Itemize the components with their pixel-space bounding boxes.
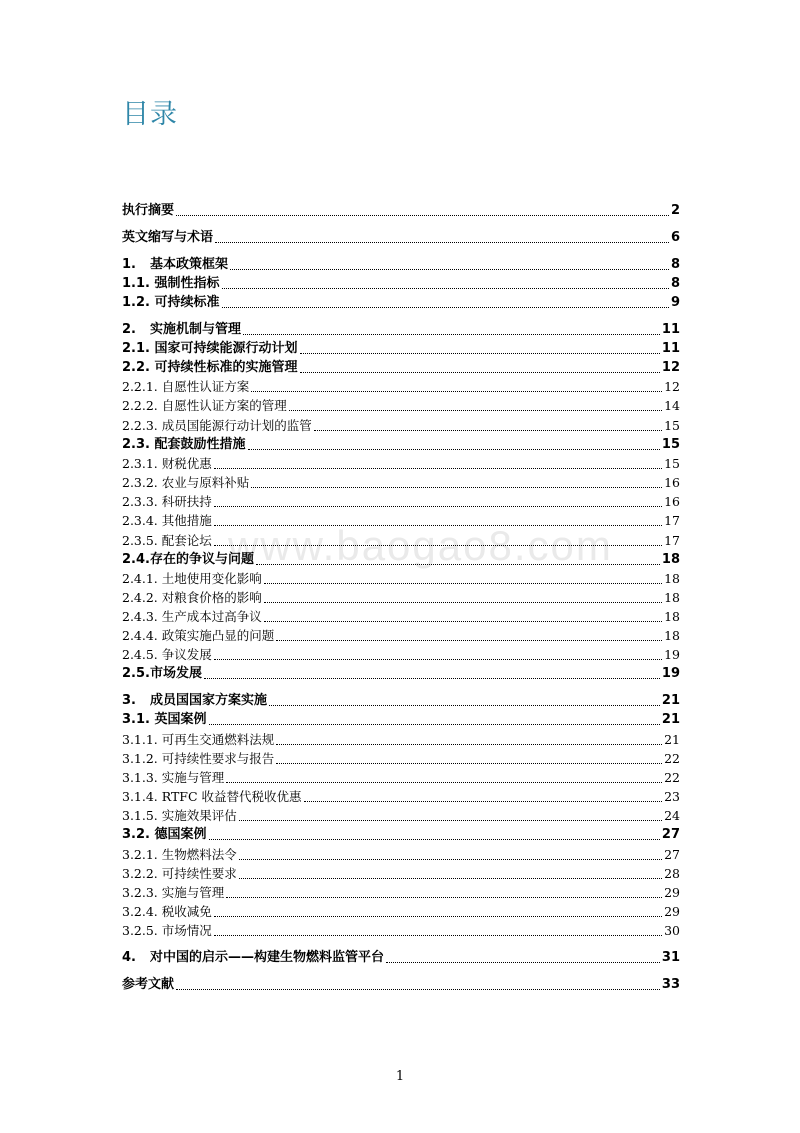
toc-entry-page: 8 xyxy=(670,257,680,272)
toc-leader-dots xyxy=(289,410,662,411)
toc-entry[interactable] xyxy=(122,293,680,312)
toc-entry-label xyxy=(122,730,274,749)
toc-entry-label xyxy=(122,358,298,377)
toc-entry-label xyxy=(122,883,224,902)
toc-entry[interactable] xyxy=(122,255,680,274)
toc-entry-title: 2.4.3. 生产成本过高争议 xyxy=(122,609,262,625)
toc-leader-dots xyxy=(243,334,660,335)
toc-entry[interactable] xyxy=(122,787,680,806)
toc-entry-title: 执行摘要 xyxy=(122,203,175,218)
toc-entry-title: 3.2.2. 可持续性要求 xyxy=(122,865,237,881)
toc-entry-title: 2.3.3. 科研扶持 xyxy=(122,494,212,510)
toc-entry-page: 27 xyxy=(661,827,680,843)
toc-entry-title: 2.2. 可持续性标准的实施管理 xyxy=(122,360,298,375)
toc-entry-label xyxy=(122,569,262,588)
table-of-contents xyxy=(122,201,680,994)
toc-entry-label xyxy=(122,626,274,645)
toc-entry[interactable] xyxy=(122,864,680,883)
toc-entry-title: 1.2. 可持续标准 xyxy=(122,295,220,310)
toc-entry-label xyxy=(122,806,237,825)
toc-entry[interactable] xyxy=(122,645,680,664)
toc-entry-label xyxy=(122,607,262,626)
toc-entry-page: 18 xyxy=(661,551,680,567)
toc-leader-dots xyxy=(276,763,662,764)
toc-leader-dots xyxy=(239,878,662,879)
toc-entry-label xyxy=(122,550,254,569)
toc-entry[interactable] xyxy=(122,975,680,994)
toc-leader-dots xyxy=(251,487,662,488)
toc-entry-label xyxy=(122,902,212,921)
toc-entry-page: 28 xyxy=(664,865,680,881)
toc-entry-title: 3.1.5. 实施效果评估 xyxy=(122,808,237,824)
toc-entry[interactable] xyxy=(122,768,680,787)
toc-entry-label xyxy=(122,768,224,787)
toc-entry-page: 2 xyxy=(670,203,680,218)
toc-entry[interactable] xyxy=(122,825,680,844)
toc-entry-title: 2.1. 国家可持续能源行动计划 xyxy=(122,341,298,356)
toc-entry[interactable] xyxy=(122,806,680,825)
toc-entry-page: 27 xyxy=(664,846,680,862)
toc-leader-dots xyxy=(300,372,660,373)
toc-entry-page: 17 xyxy=(664,513,680,529)
toc-entry-label xyxy=(122,710,207,729)
toc-entry-title: 2.3.2. 农业与原料补贴 xyxy=(122,474,250,490)
toc-leader-dots xyxy=(214,525,662,526)
toc-entry-title: 3.1. 英国案例 xyxy=(122,712,207,728)
toc-entry-label xyxy=(122,975,174,994)
toc-entry-label xyxy=(122,645,212,664)
toc-entry-label xyxy=(122,921,212,940)
toc-entry-title: 3.1.3. 实施与管理 xyxy=(122,770,225,785)
toc-leader-dots xyxy=(209,839,660,840)
toc-entry[interactable] xyxy=(122,358,680,377)
toc-entry[interactable] xyxy=(122,492,680,511)
toc-entry-label xyxy=(122,320,241,339)
toc-entry[interactable] xyxy=(122,435,680,454)
page-number: 1 xyxy=(395,1069,405,1084)
toc-entry-page: 16 xyxy=(664,474,680,490)
toc-leader-dots xyxy=(176,989,660,990)
toc-leader-dots xyxy=(248,449,660,450)
toc-entry-title: 2.2.1. 自愿性认证方案 xyxy=(122,379,250,395)
toc-entry-label xyxy=(122,416,312,435)
toc-entry-title: 3.1.2. 可持续性要求与报告 xyxy=(122,750,275,766)
toc-entry[interactable] xyxy=(122,626,680,645)
toc-leader-dots xyxy=(256,564,660,565)
toc-entry-page: 14 xyxy=(664,398,680,414)
toc-entry-title: 2.3.1. 财税优惠 xyxy=(122,455,212,471)
toc-entry-label xyxy=(122,274,220,293)
toc-entry-page: 29 xyxy=(664,884,680,900)
toc-entry[interactable] xyxy=(122,664,680,683)
toc-entry-label xyxy=(122,454,212,473)
toc-entry-title: 2.4.2. 对粮食价格的影响 xyxy=(122,589,262,605)
toc-entry-title: 实施机制与管理 xyxy=(150,322,242,337)
toc-leader-dots xyxy=(264,621,662,622)
toc-entry-title: 2.4.存在的争议与问题 xyxy=(122,551,254,567)
toc-leader-dots xyxy=(276,744,662,745)
toc-entry[interactable] xyxy=(122,530,680,549)
toc-entry-page: 21 xyxy=(664,731,680,747)
toc-entry-page: 12 xyxy=(664,379,680,395)
toc-entry-label xyxy=(122,377,249,396)
toc-entry[interactable] xyxy=(122,473,680,492)
toc-entry[interactable] xyxy=(122,201,680,220)
toc-leader-dots xyxy=(304,801,663,802)
toc-leader-dots xyxy=(214,916,662,917)
toc-entry[interactable] xyxy=(122,948,680,967)
toc-leader-dots xyxy=(251,391,662,392)
toc-entry-page: 15 xyxy=(664,455,680,471)
toc-leader-dots xyxy=(214,935,662,936)
toc-entry-number: 1. xyxy=(122,257,136,272)
toc-entry-label xyxy=(122,255,228,274)
toc-entry-title: 3.1.1. 可再生交通燃料法规 xyxy=(122,731,275,747)
toc-leader-dots xyxy=(209,724,660,725)
toc-entry-page: 12 xyxy=(661,360,680,375)
toc-entry-page: 22 xyxy=(664,750,680,766)
toc-leader-dots xyxy=(176,215,669,216)
toc-entry-page: 30 xyxy=(664,923,680,939)
toc-leader-dots xyxy=(314,430,662,431)
toc-leader-dots xyxy=(214,506,662,507)
toc-entry[interactable] xyxy=(122,691,680,710)
toc-entry-title: 2.3.4. 其他措施 xyxy=(122,513,212,529)
toc-entry-page: 9 xyxy=(670,295,680,310)
toc-entry-label xyxy=(122,825,207,844)
toc-entry[interactable] xyxy=(122,729,680,748)
toc-entry-label xyxy=(122,396,287,415)
toc-entry-label xyxy=(122,588,262,607)
toc-entry-page: 23 xyxy=(664,789,680,805)
toc-entry[interactable] xyxy=(122,710,680,729)
toc-entry-label xyxy=(122,293,220,312)
toc-entry-page: 17 xyxy=(664,532,680,548)
toc-entry[interactable] xyxy=(122,274,680,293)
toc-entry-label xyxy=(122,664,202,683)
toc-leader-dots xyxy=(226,897,662,898)
toc-entry-page: 21 xyxy=(661,693,680,709)
toc-entry[interactable] xyxy=(122,883,680,902)
toc-entry-title: 2.3. 配套鼓励性措施 xyxy=(122,436,246,452)
toc-leader-dots xyxy=(204,678,660,679)
toc-entry-number: 3. xyxy=(122,693,136,709)
toc-entry-label xyxy=(122,531,212,550)
toc-entry-page: 8 xyxy=(670,276,680,291)
toc-entry-title: 2.4.5. 争议发展 xyxy=(122,647,212,663)
toc-entry-title: 2.4.4. 政策实施凸显的问题 xyxy=(122,628,275,644)
toc-entry-page: 18 xyxy=(664,609,680,625)
toc-entry[interactable] xyxy=(122,320,680,339)
toc-entry[interactable] xyxy=(122,844,680,863)
toc-entry-page: 29 xyxy=(664,904,680,920)
toc-entry-page: 18 xyxy=(664,589,680,605)
toc-entry-title: 3.2.4. 税收减免 xyxy=(122,904,212,920)
toc-entry-label xyxy=(122,787,302,806)
toc-entry-label xyxy=(122,228,213,247)
toc-entry-title: 2.3.5. 配套论坛 xyxy=(122,532,212,548)
toc-leader-dots xyxy=(300,353,660,354)
toc-entry[interactable] xyxy=(122,550,680,569)
toc-entry-title: 3.2.3. 实施与管理 xyxy=(122,884,225,900)
toc-entry-page: 18 xyxy=(664,570,680,586)
toc-leader-dots xyxy=(214,545,662,546)
toc-entry-title: 3.2. 德国案例 xyxy=(122,827,207,843)
toc-entry-title: 2.4.1. 土地使用变化影响 xyxy=(122,570,262,586)
toc-entry-title: 1.1. 强制性指标 xyxy=(122,276,220,291)
toc-entry[interactable] xyxy=(122,902,680,921)
toc-entry-page: 31 xyxy=(661,950,680,966)
toc-entry-title: 2.5.市场发展 xyxy=(122,666,202,682)
toc-entry-label xyxy=(122,511,212,530)
toc-entry-title: 2.2.3. 成员国能源行动计划的监管 xyxy=(122,417,312,433)
toc-leader-dots xyxy=(215,242,669,243)
toc-entry-label xyxy=(122,864,237,883)
toc-leader-dots xyxy=(276,640,662,641)
toc-entry-page: 19 xyxy=(661,666,680,682)
toc-entry-title: 参考文献 xyxy=(122,977,175,993)
toc-leader-dots xyxy=(214,468,662,469)
toc-entry-page: 11 xyxy=(661,322,680,337)
toc-entry-title: 3.2.5. 市场情况 xyxy=(122,923,212,939)
toc-entry-page: 6 xyxy=(670,230,680,245)
toc-entry-page: 24 xyxy=(664,808,680,824)
toc-leader-dots xyxy=(226,782,662,783)
toc-entry[interactable] xyxy=(122,749,680,768)
toc-leader-dots xyxy=(214,659,662,660)
toc-entry-title: 英文缩写与术语 xyxy=(122,230,214,245)
toc-entry-label xyxy=(122,201,174,220)
toc-entry-page: 33 xyxy=(661,977,680,993)
toc-leader-dots xyxy=(222,307,669,308)
toc-entry-label xyxy=(122,691,267,710)
toc-entry-title: 对中国的启示——构建生物燃料监管平台 xyxy=(150,950,385,966)
toc-entry-title: 基本政策框架 xyxy=(150,257,229,272)
toc-entry[interactable] xyxy=(122,588,680,607)
toc-entry-number: 4. xyxy=(122,950,136,966)
toc-leader-dots xyxy=(264,583,662,584)
toc-entry-page: 22 xyxy=(664,770,680,785)
toc-entry-title: 3.1.4. RTFC 收益替代税收优惠 xyxy=(122,789,302,805)
toc-leader-dots xyxy=(222,288,669,289)
toc-leader-dots xyxy=(239,859,662,860)
toc-entry[interactable] xyxy=(122,454,680,473)
toc-entry[interactable] xyxy=(122,415,680,434)
toc-entry-page: 18 xyxy=(664,628,680,644)
page-title: 目录 xyxy=(122,99,178,130)
toc-entry-label xyxy=(122,845,237,864)
toc-entry-page: 21 xyxy=(661,712,680,728)
toc-entry-label xyxy=(122,473,249,492)
toc-entry-label xyxy=(122,492,212,511)
toc-leader-dots xyxy=(239,820,662,821)
toc-leader-dots xyxy=(264,602,662,603)
toc-entry-page: 15 xyxy=(664,417,680,433)
toc-entry-title: 成员国国家方案实施 xyxy=(150,693,268,709)
watermark: www.baogao8.com xyxy=(228,522,613,569)
toc-entry[interactable] xyxy=(122,607,680,626)
toc-entry[interactable] xyxy=(122,377,680,396)
toc-entry[interactable] xyxy=(122,921,680,940)
toc-entry[interactable] xyxy=(122,569,680,588)
toc-entry-page: 16 xyxy=(664,494,680,510)
toc-entry-title: 3.2.1. 生物燃料法令 xyxy=(122,846,237,862)
toc-entry-page: 15 xyxy=(661,436,680,452)
toc-entry-title: 2.2.2. 自愿性认证方案的管理 xyxy=(122,398,287,414)
toc-leader-dots xyxy=(269,705,660,706)
toc-entry[interactable] xyxy=(122,396,680,415)
toc-entry-label xyxy=(122,749,274,768)
toc-entry[interactable] xyxy=(122,339,680,358)
toc-entry-label xyxy=(122,339,298,358)
toc-entry-label xyxy=(122,948,384,967)
toc-entry[interactable] xyxy=(122,511,680,530)
toc-entry-label xyxy=(122,435,246,454)
toc-entry[interactable] xyxy=(122,228,680,247)
toc-leader-dots xyxy=(230,269,669,270)
toc-leader-dots xyxy=(386,962,660,963)
toc-entry-number: 2. xyxy=(122,322,136,337)
toc-entry-page: 19 xyxy=(664,647,680,663)
toc-entry-page: 11 xyxy=(661,341,680,356)
